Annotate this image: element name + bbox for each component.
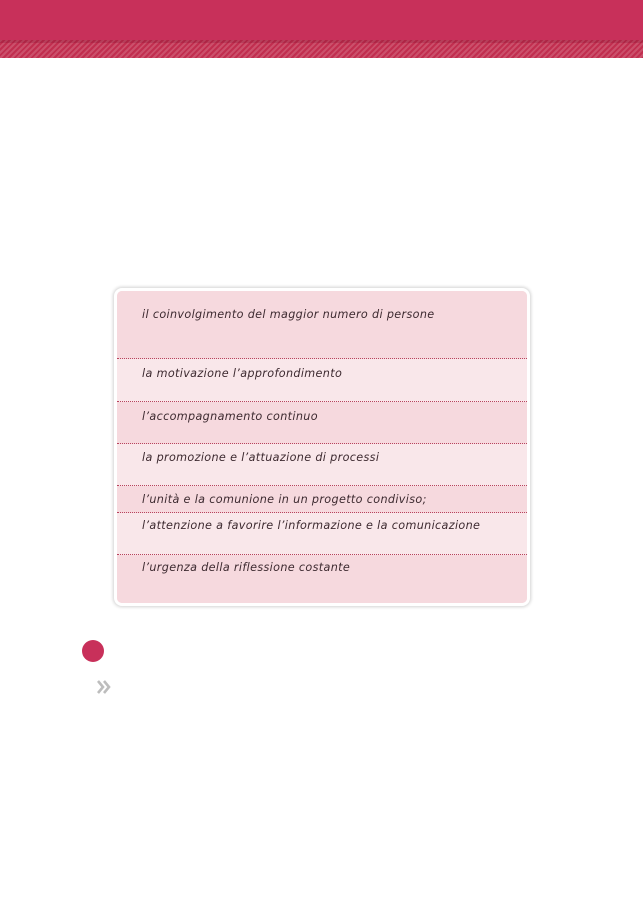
list-box xyxy=(114,288,530,606)
header-stripes xyxy=(0,40,643,58)
list-item-text: il coinvolgimento del maggior numero di persone xyxy=(142,308,435,321)
list-item-text: la motivazione l’approfondimento xyxy=(142,367,343,380)
list-item xyxy=(117,444,527,486)
list-item xyxy=(117,513,527,555)
list-item-text: la promozione e l’attuazione di processi xyxy=(142,451,380,464)
list-item xyxy=(117,486,527,513)
list-item-text: l’urgenza della riflessione costante xyxy=(142,561,351,574)
header-band xyxy=(0,0,643,40)
list-item xyxy=(117,555,527,606)
chevron-path xyxy=(98,681,103,693)
chevron-path xyxy=(104,681,109,693)
list-item xyxy=(117,291,527,359)
double-chevron-right-icon xyxy=(96,679,112,695)
list-item-text: l’unità e la comunione in un progetto condiviso; xyxy=(142,493,427,506)
circle-bullet-icon xyxy=(82,640,104,662)
list-item-text: l’attenzione a favorire l’informazione e la comunicazione xyxy=(142,519,481,532)
list-item-text: l’accompagnamento continuo xyxy=(142,410,318,423)
list-item xyxy=(117,402,527,444)
list-item xyxy=(117,359,527,402)
